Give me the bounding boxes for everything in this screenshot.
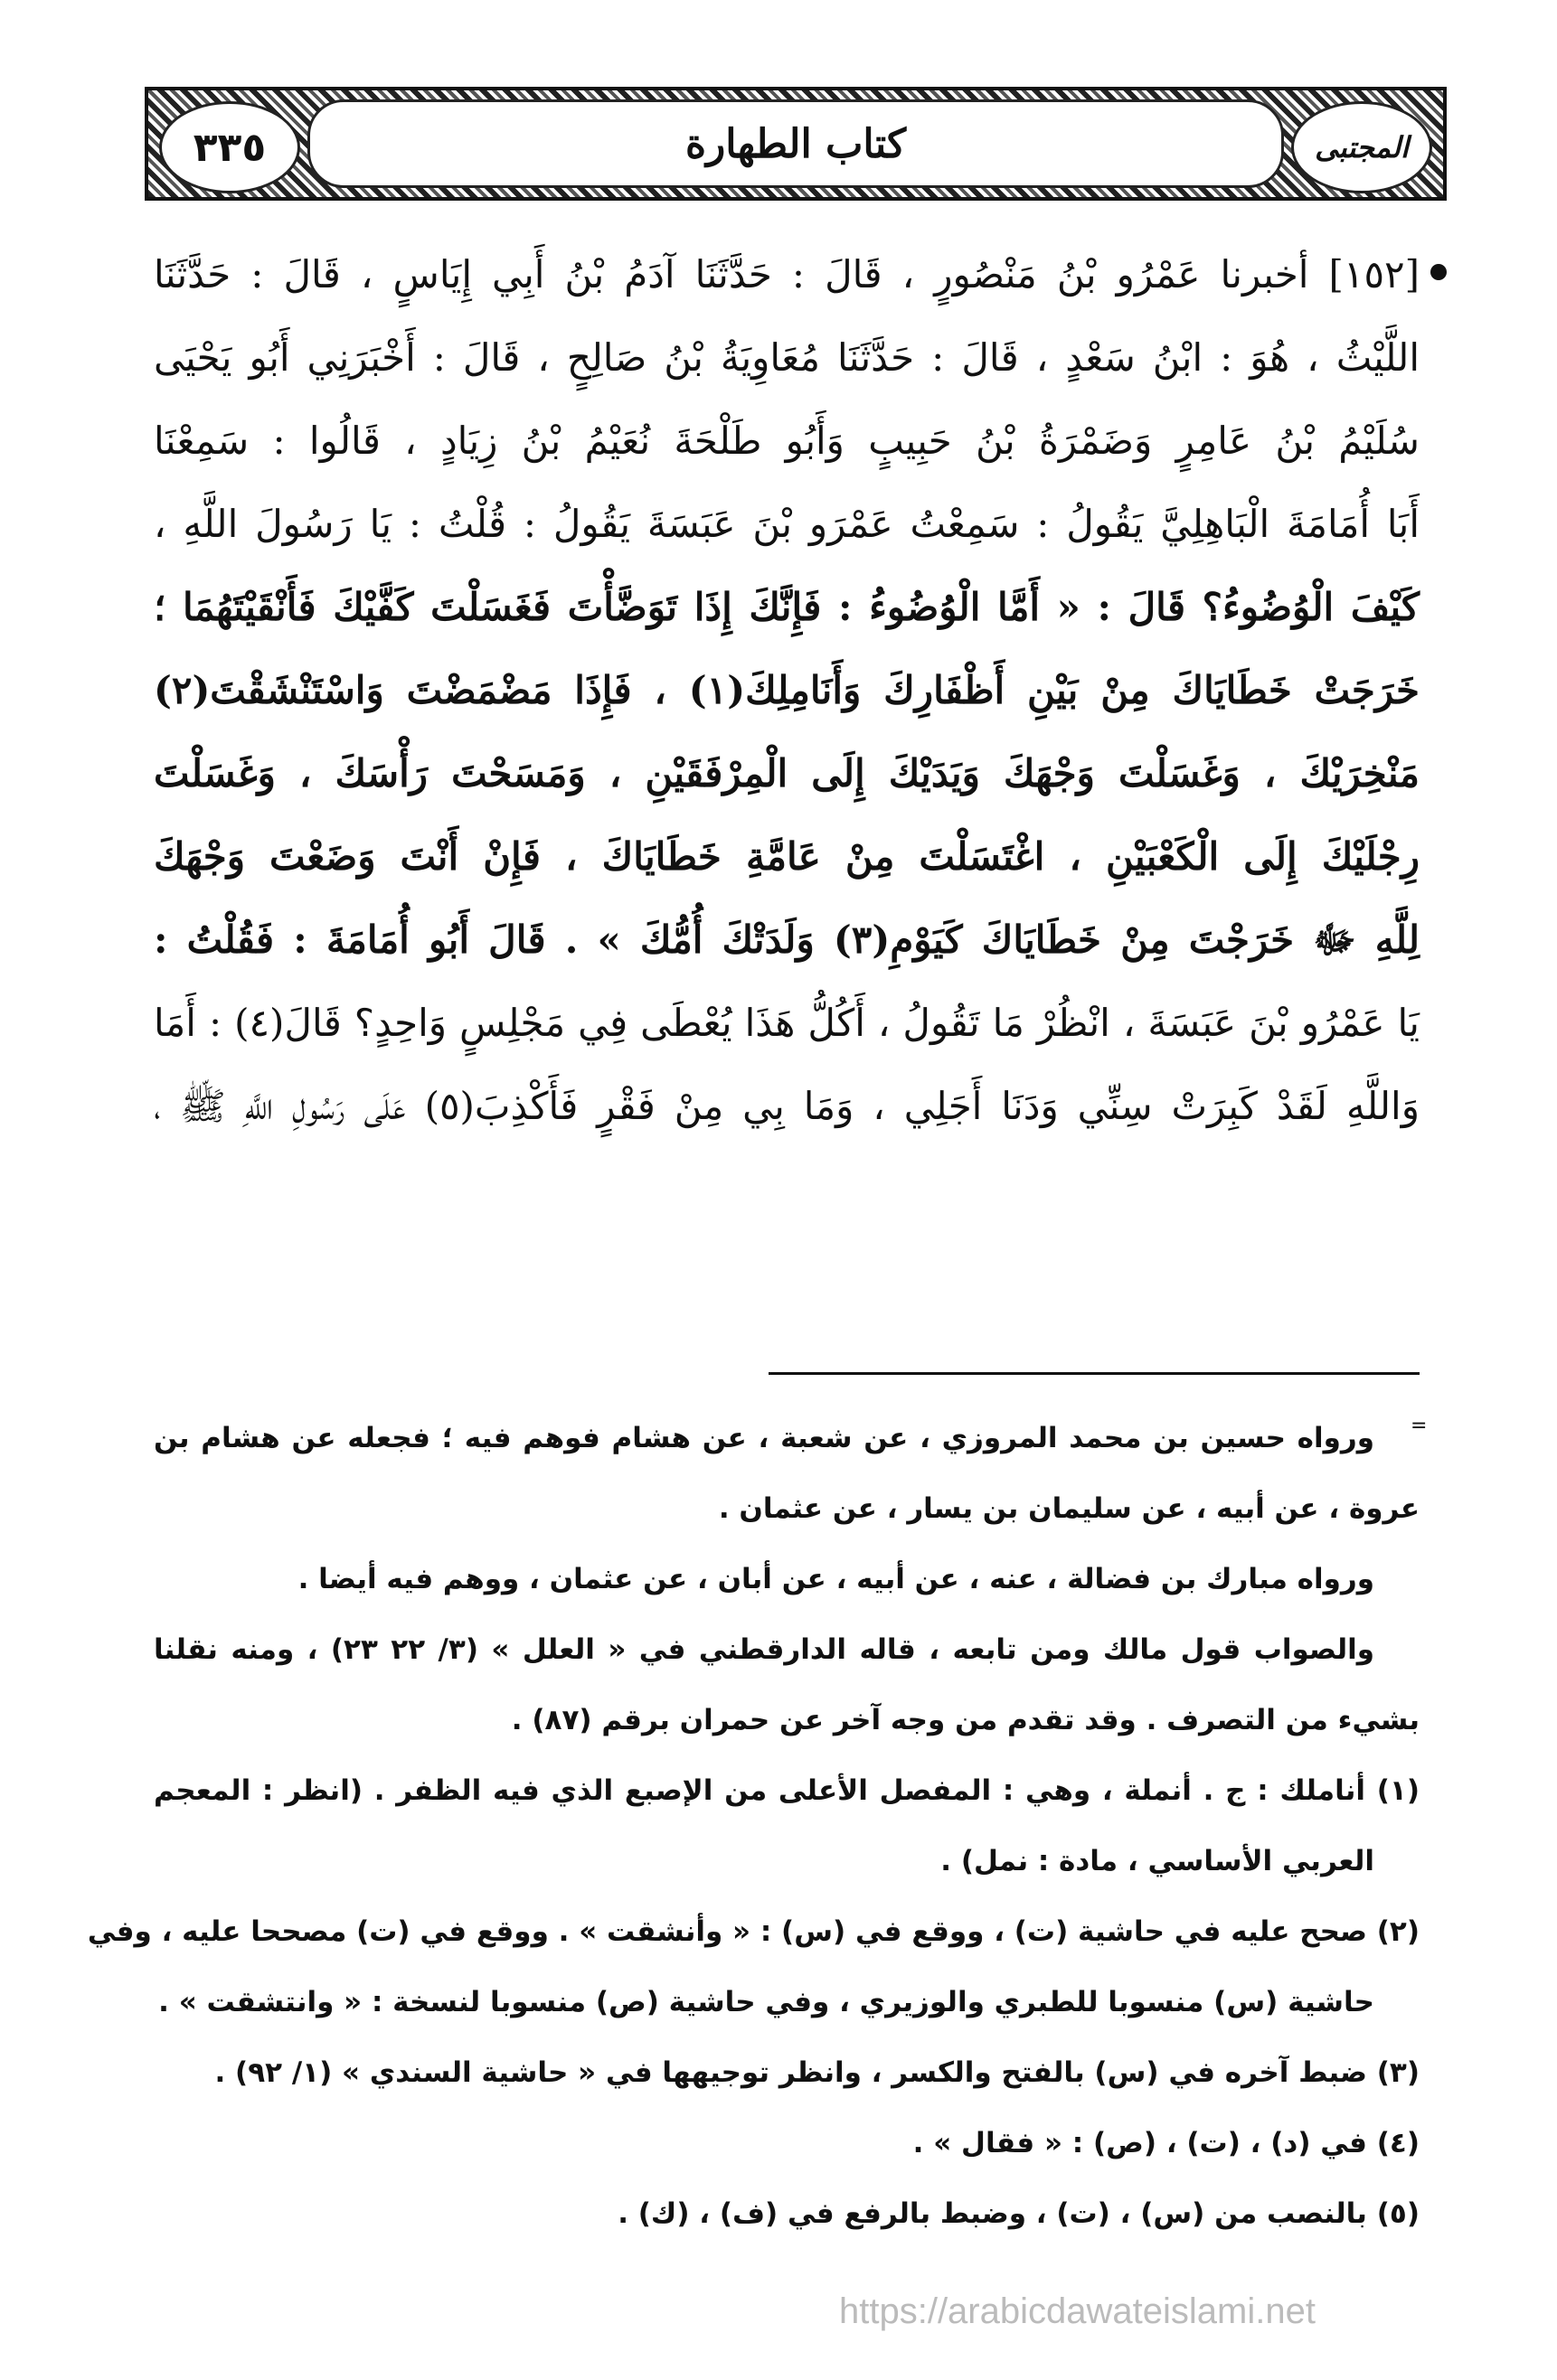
footnote-1: (١) أناملك : ج . أنملة ، وهي : المفصل الأعلى من الإصبع الذي فيه الظفر . (انظر : المعجم: [154, 1774, 1420, 1807]
text-line: خَرَجَتْ خَطَايَاكَ مِنْ بَيْنِ أَظْفَارِكَ وَأَنَامِلِكَ(١) ، فَإِذَا مَضْمَضْتَ وَاسْتَنْشَقْتَ(٢): [154, 668, 1420, 712]
footnote-line: حاشية (س) منسوبا للطبري والوزيري ، وفي حاشية (ص) منسوبا لنسخة : « وانتشقت » .: [158, 1986, 1374, 2018]
footnote-5: (٥) بالنصب من (س) ، (ت) ، وضبط بالرفع في (ف) ، (ك) .: [618, 2197, 1420, 2230]
chapter-title-cartouche: [307, 99, 1284, 188]
footnote-line: عروة ، عن أبيه ، عن سليمان بن يسار ، عن عثمان .: [718, 1492, 1420, 1525]
text-line: اللَّيْثُ ، هُوَ : ابْنُ سَعْدٍ ، قَالَ : حَدَّثَنَا مُعَاوِيَةُ بْنُ صَالِحٍ ، قَالَ : أَخْبَرَنِي أَبُو يَحْيَى: [154, 335, 1420, 380]
hadith-text: [154, 233, 1420, 1148]
text-line: سُلَيْمُ بْنُ عَامِرٍ وَضَمْرَةُ بْنُ حَبِيبٍ وَأَبُو طَلْحَةَ نُعَيْمُ بْنُ زِيَادٍ ، قَالُوا : سَمِعْنَا: [154, 419, 1420, 463]
footnote-line: والصواب قول مالك ومن تابعه ، قاله الدارقطني في « العلل » (٣/ ٢٢ ٢٣) ، ومنه نقلنا: [154, 1633, 1374, 1666]
footnote-line: بشيء من التصرف . وقد تقدم من وجه آخر عن حمران برقم (٨٧) .: [511, 1704, 1420, 1736]
text-line: كَيْفَ الْوُضُوءُ؟ قَالَ : « أَمَّا الْوُضُوءُ : فَإِنَّكَ إِذَا تَوَضَّأْتَ فَغَسَلْتَ كَفَّيْكَ فَأَنْقَيْتَهُمَا ؛: [154, 585, 1420, 629]
continuation-mark: =: [1411, 1415, 1428, 1437]
text-line: لِلَّهِ ﷻ خَرَجْتَ مِنْ خَطَايَاكَ كَيَوْمِ(٣) وَلَدَتْكَ أُمُّكَ » . قَالَ أَبُو أُمَامَةَ : فَقُلْتُ :: [154, 917, 1420, 962]
bullet-icon: [1430, 264, 1447, 280]
text-line: مَنْخِرَيْكَ ، وَغَسَلْتَ وَجْهَكَ وَيَدَيْكَ إِلَى الْمِرْفَقَيْنِ ، وَمَسَحْتَ رَأْسَكَ ، وَغَسَلْتَ: [154, 751, 1420, 795]
footnote-line: العربي الأساسي ، مادة : نمل) .: [940, 1845, 1374, 1877]
footnote-2: (٢) صحح عليه في حاشية (ت) ، ووقع في (س) : « وأنشقت » . ووقع في (ت) مصححا عليه ، وفي: [87, 1915, 1420, 1948]
footnotes: [87, 1403, 1420, 2249]
page-header-frame: [145, 87, 1447, 201]
footnote-3: (٣) ضبط آخره في (س) بالفتح والكسر ، وانظر توجيهها في « حاشية السندي » (١/ ٩٢) .: [214, 2056, 1420, 2089]
footnote-divider: [769, 1372, 1420, 1375]
text-line: رِجْلَيْكَ إِلَى الْكَعْبَيْنِ ، اغْتَسَلْتَ مِنْ عَامَّةِ خَطَايَاكَ ، فَإِنْ أَنْتَ وَضَعْتَ وَجْهَكَ: [154, 834, 1420, 879]
text-line: وَاللَّهِ لَقَدْ كَبِرَتْ سِنِّي وَدَنَا أَجَلِي ، وَمَا بِي مِنْ فَقْرٍ فَأَكْذِبَ(٥) عَلَى رَسُولِ اللَّهِ ﷺ ،: [154, 1084, 1420, 1128]
book-logo: المجتبى: [1291, 101, 1432, 193]
text-line: [١٥٢] أخبرنا عَمْرُو بْنُ مَنْصُورٍ ، قَالَ : حَدَّثَنَا آدَمُ بْنُ أَبِي إِيَاسٍ ، قَالَ : حَدَّثَنَا: [154, 252, 1420, 296]
footnote-line: ورواه حسين بن محمد المروزي ، عن شعبة ، عن هشام فوهم فيه ؛ فجعله عن هشام بن: [154, 1422, 1374, 1454]
text-line: يَا عَمْرُو بْنَ عَبَسَةَ ، انْظُرْ مَا تَقُولُ ، أَكُلُّ هَذَا يُعْطَى فِي مَجْلِسٍ وَاحِدٍ؟ قَالَ(٤) : أَمَا: [154, 1001, 1420, 1045]
footnote-4: (٤) في (د) ، (ت) ، (ص) : « فقال » .: [912, 2127, 1420, 2159]
text-line: أَبَا أُمَامَةَ الْبَاهِلِيَّ يَقُولُ : سَمِعْتُ عَمْرَو بْنَ عَبَسَةَ يَقُولُ : قُلْتُ : يَا رَسُولَ اللَّهِ ،: [154, 502, 1420, 546]
footnote-line: ورواه مبارك بن فضالة ، عنه ، عن أبيه ، عن أبان ، عن عثمان ، ووهم فيه أيضا .: [297, 1563, 1374, 1595]
watermark: https://arabicdawateislami.net: [839, 2291, 1316, 2331]
page-number: ٣٣٥: [159, 101, 300, 193]
chapter-title: كتاب الطهارة: [684, 120, 907, 167]
